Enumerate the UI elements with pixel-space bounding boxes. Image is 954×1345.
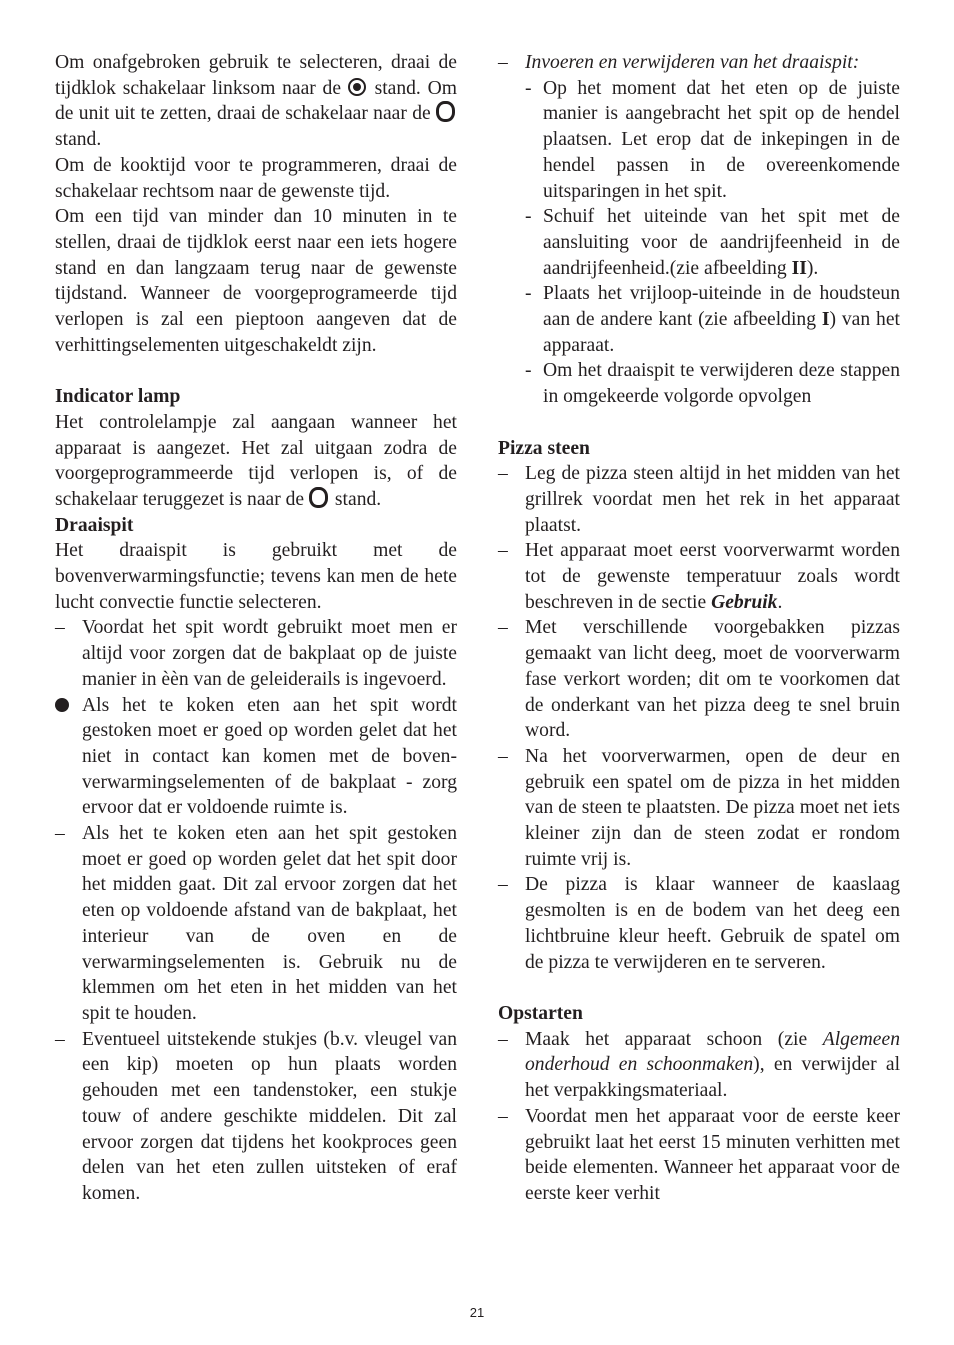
dash-marker: – — [55, 617, 65, 639]
sub-list-item: - Plaats het vrijloop-uiteinde in de houdsteun aan de andere kant (zie afbeelding I) van het apparaat. — [525, 283, 900, 356]
page-number: 21 — [469, 1305, 485, 1320]
subheading-spit-insert: Invoeren en verwijderen van het draaispit: — [525, 52, 860, 73]
list-item: – Na het voorverwarmen, open de deur en gebruik een spatel om de pizza in het midden van de steen te plaatsten. De pizza moet net iets kleiner zijn dan de steen zodat er rondom ruimte vrij is. — [498, 745, 900, 870]
list-item: – De pizza is klaar wanneer de kaaslaag gesmolten is en de bodem van het deeg een lichtbruine kleur heeft. Gebruik de spatel om de pizza te verwijderen en te serveren. — [498, 874, 900, 973]
heading-draaispit: Draaispit — [55, 514, 134, 536]
heading-opstarten: Opstarten — [498, 1002, 583, 1024]
list-item: – Eventueel uitstekende stukjes (b.v. vleugel van een kip) moeten op hun plaats worden gehouden met een tandenstoker, een stukje touw of andere geschikte middelen. Dit zal ervoor zorgen dat tijdens het kookproces geen delen van het eten zullen uitsteken of eraf komen. — [55, 1028, 457, 1204]
left-column — [55, 50, 457, 1207]
bullet-dot-icon — [55, 693, 69, 720]
list-item: – Voordat het spit wordt gebruikt moet men er altijd voor zorgen dat de bakplaat op de juiste manier in èèn van de geleiderails is ingevoerd. — [55, 617, 457, 690]
timer-off-icon — [309, 487, 328, 508]
list-item: – Maak het apparaat schoon (zie Algemeen onderhoud en schoonmaken), en verwijder al het verpakkingsmateriaal. — [498, 1028, 901, 1102]
paragraph-indicator: Het controlelampje zal aangaan wanneer het apparaat is aangezet. Het zal uitgaan zodra de voorgeprogrammeerde tijd verlopen is, of de schakelaar teruggezet is naar de stand. — [55, 411, 457, 510]
paragraph-program-time: Om de kooktijd voor te programmeren, draai de schakelaar rechtsom naar de gewenste tijd. — [55, 154, 457, 202]
list-item: – Leg de pizza steen altijd in het midden van het grillrek voordat men het rek in het apparaat plaatst. — [498, 463, 900, 536]
sub-list-item: - Schuif het uiteinde van het spit met de aansluiting voor de aandrijfeenheid in de aandrijfeenheid.(zie afbeelding II). — [525, 206, 900, 279]
sub-list-item: - Op het moment dat het eten op de juiste manier is aangebracht het spit op de hendel plaatsen. Let erop dat de inkepingen in de hendel passen in de overeenkomende uitsparingen in het spit. — [525, 77, 900, 202]
list-item: – Met verschillende voorgebakken pizzas gemaakt van licht deeg, moet de voorverwarm fase verkort worden; dit om te voorkomen dat de onderkant van het pizza deeg te snel bruin word. — [498, 617, 900, 742]
heading-indicator-lamp: Indicator lamp — [55, 386, 181, 408]
list-item — [498, 50, 900, 76]
heading-pizza-steen: Pizza steen — [498, 437, 590, 459]
list-item: – Het apparaat moet eerst voorverwarmt worden tot de gewenste temperatuur zoals wordt beschreven in de sectie Gebruik. — [498, 540, 900, 613]
dash-marker: – — [55, 1028, 65, 1050]
dash-marker: – — [498, 52, 508, 73]
paragraph-continuous-use: Om onafgebroken gebruik te selecteren, draai de tijdklok schakelaar linksom naar de stand. Om de unit uit te zetten, draai de schakelaar naar de stand. — [55, 52, 457, 151]
list-item: Als het te koken eten aan het spit wordt gestoken moet er goed op worden gelet dat het niet in contact kan komen met de boven-verwarmingselementen of de bakplaat - zorg ervoor dat er voldoende ruimte is. — [55, 693, 457, 822]
sub-list-item: - Om het draaispit te verwijderen deze stappen in omgekeerde volgorde opvolgen — [525, 360, 900, 408]
timer-off-icon — [436, 101, 455, 122]
dash-marker: – — [55, 823, 65, 845]
right-column — [498, 50, 900, 1207]
timer-continuous-icon — [348, 78, 366, 96]
paragraph-draaispit-intro: Het draaispit is gebruikt met de bovenverwarmingsfunctie; tevens kan men de hete lucht convectie functie selecteren. — [55, 540, 457, 613]
list-item: – Voordat men het apparaat voor de eerste keer gebruikt laat het eerst 15 minuten verhitten met beide elementen. Wanneer het apparaat voor de eerste keer verhit — [498, 1105, 900, 1204]
list-item: – Als het te koken eten aan het spit gestoken moet er goed op worden gelet dat het spit door het midden gaat. Dit zal ervoor zorgen dat het eten op voldoende afstand van de bakplaat, het interieur van de oven en de verwarmingselementen is. Gebruik nu de klemmen om het eten in het midden van het spit te houden. — [55, 823, 457, 1024]
paragraph-short-time: Om een tijd van minder dan 10 minuten in te stellen, draai de tijdklok eerst naar een iets hogere stand en dan langzaam terug naar de gewenste tijdstand. Wanneer de voorgeprogrameerde tijd verlopen is zal een pieptoon aangeven dat de verhittingselementen uitgeschakeldt zijn. — [55, 206, 457, 356]
